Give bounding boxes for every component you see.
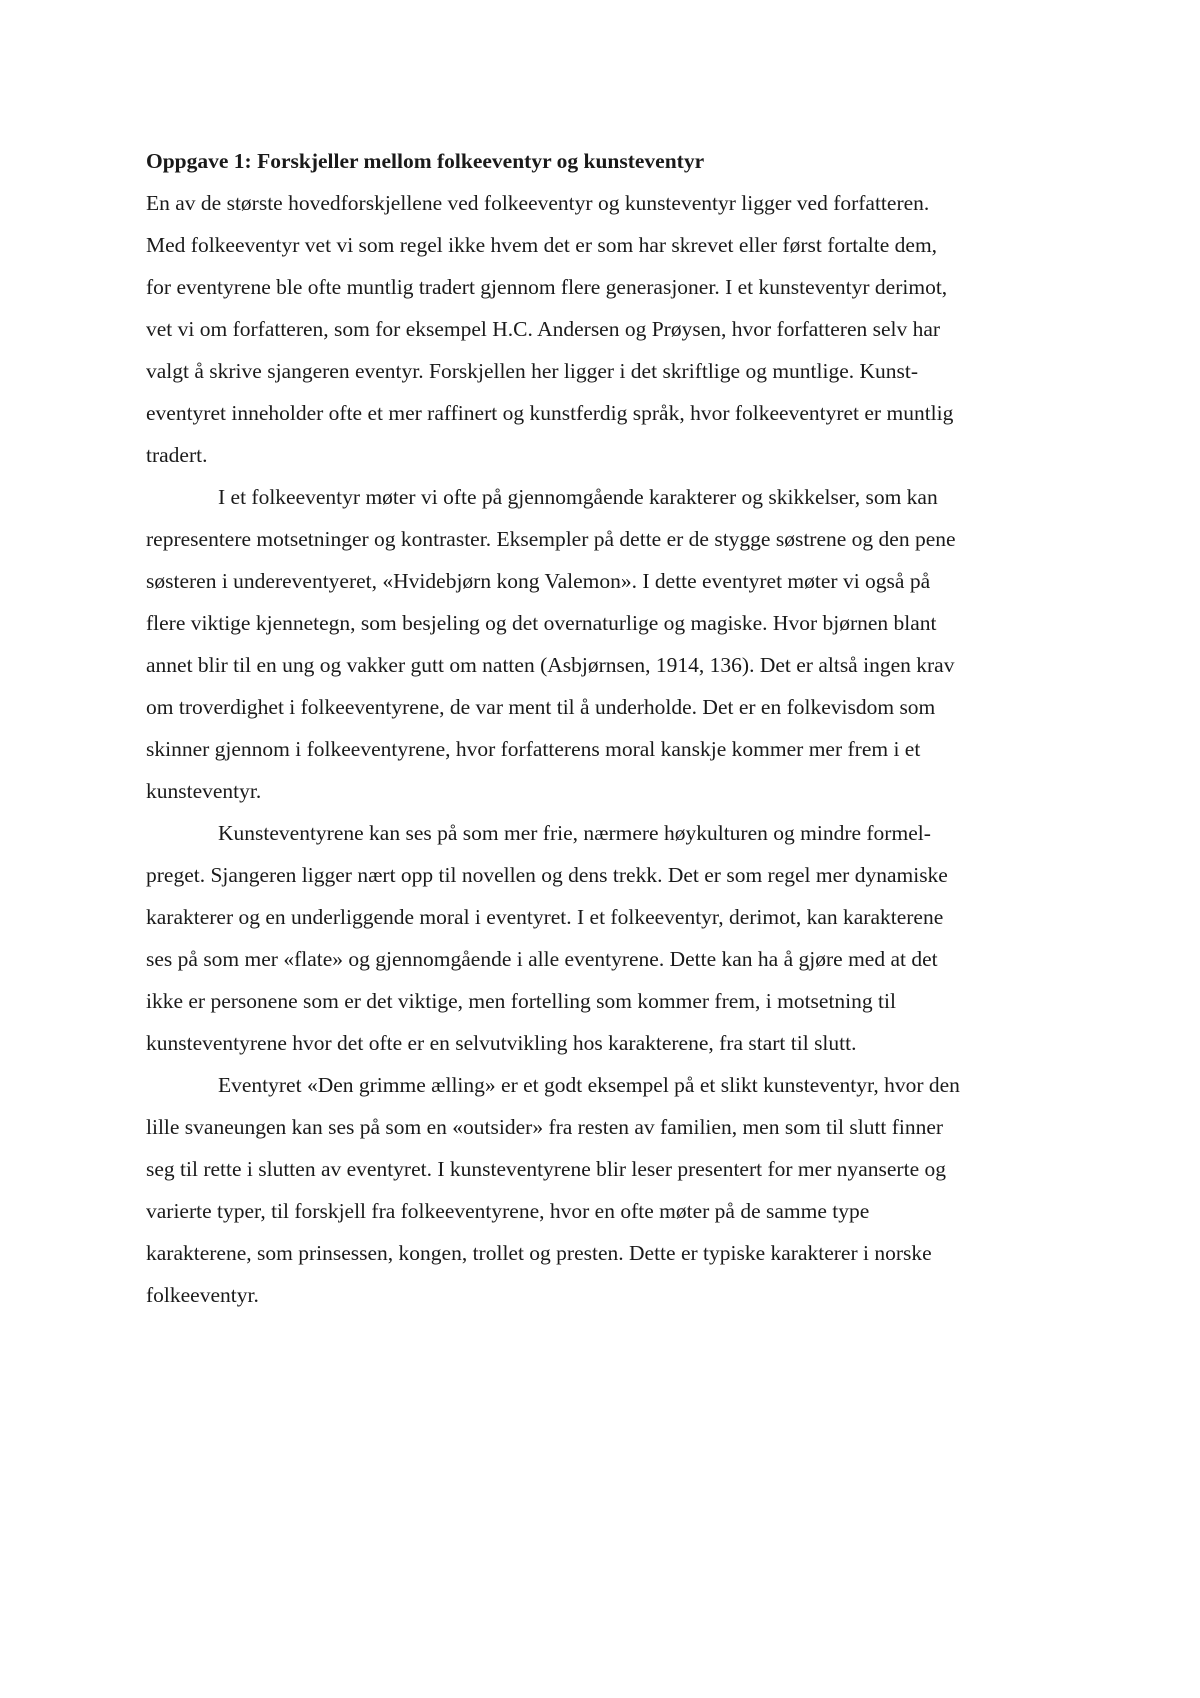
text-line: lille svaneungen kan ses på som en «outsider» fra resten av familien, men som til slutt finner — [146, 1115, 944, 1139]
text-line: kunsteventyr. — [146, 779, 262, 803]
text-line: flere viktige kjennetegn, som besjeling og det overnaturlige og magiske. Hvor bjørnen blant — [146, 611, 937, 635]
text-line: varierte typer, til forskjell fra folkeeventyrene, hvor en ofte møter på de samme type — [146, 1199, 870, 1223]
text-line: karakterer og en underliggende moral i eventyret. I et folkeeventyr, derimot, kan karakterene — [146, 905, 944, 929]
text-line: Kunsteventyrene kan ses på som mer frie, nærmere høykulturen og mindre formel- — [218, 821, 931, 845]
text-line: preget. Sjangeren ligger nært opp til novellen og dens trekk. Det er som regel mer dynamiske — [146, 863, 948, 887]
document-body — [146, 140, 1066, 1316]
text-line: representere motsetninger og kontraster. Eksempler på dette er de stygge søstrene og den pene — [146, 527, 956, 551]
text-line: folkeeventyr. — [146, 1283, 259, 1307]
text-line: ikke er personene som er det viktige, men fortelling som kommer frem, i motsetning til — [146, 989, 896, 1013]
document-heading: Oppgave 1: Forskjeller mellom folkeeventyr og kunsteventyr — [146, 149, 705, 173]
text-line: om troverdighet i folkeeventyrene, de var ment til å underholde. Det er en folkevisdom som — [146, 695, 936, 719]
text-line: annet blir til en ung og vakker gutt om natten (Asbjørnsen, 1914, 136). Det er altså ingen krav — [146, 653, 955, 677]
text-line: skinner gjennom i folkeeventyrene, hvor forfatterens moral kanskje kommer mer frem i et — [146, 737, 921, 761]
text-line: for eventyrene ble ofte muntlig tradert gjennom flere generasjoner. I et kunsteventyr derimot, — [146, 275, 948, 299]
text-line: eventyret inneholder ofte et mer raffinert og kunstferdig språk, hvor folkeeventyret er muntlig — [146, 401, 954, 425]
text-line: karakterene, som prinsessen, kongen, trollet og presten. Dette er typiske karakterer i norske — [146, 1241, 932, 1265]
text-line: tradert. — [146, 443, 208, 467]
text-line: Med folkeeventyr vet vi som regel ikke hvem det er som har skrevet eller først fortalte dem, — [146, 233, 938, 257]
paragraph — [146, 1064, 1066, 1316]
paragraph — [146, 182, 1066, 476]
text-line: seg til rette i slutten av eventyret. I kunsteventyrene blir leser presentert for mer nyanserte og — [146, 1157, 946, 1181]
text-line: En av de største hovedforskjellene ved folkeeventyr og kunsteventyr ligger ved forfatteren. — [146, 191, 930, 215]
paragraph — [146, 476, 1066, 812]
text-line: valgt å skrive sjangeren eventyr. Forskjellen her ligger i det skriftlige og muntlige. Kunst- — [146, 359, 919, 383]
text-line: kunsteventyrene hvor det ofte er en selvutvikling hos karakterene, fra start til slutt. — [146, 1031, 857, 1055]
text-line: vet vi om forfatteren, som for eksempel H.C. Andersen og Prøysen, hvor forfatteren selv har — [146, 317, 941, 341]
text-line: ses på som mer «flate» og gjennomgående i alle eventyrene. Dette kan ha å gjøre med at det — [146, 947, 938, 971]
text-line: søsteren i undereventyeret, «Hvidebjørn kong Valemon». I dette eventyret møter vi også på — [146, 569, 931, 593]
paragraphs-container — [146, 182, 1066, 1316]
text-line: Eventyret «Den grimme ælling» er et godt eksempel på et slikt kunsteventyr, hvor den — [218, 1073, 960, 1097]
text-line: I et folkeeventyr møter vi ofte på gjennomgående karakterer og skikkelser, som kan — [218, 485, 938, 509]
paragraph — [146, 812, 1066, 1064]
